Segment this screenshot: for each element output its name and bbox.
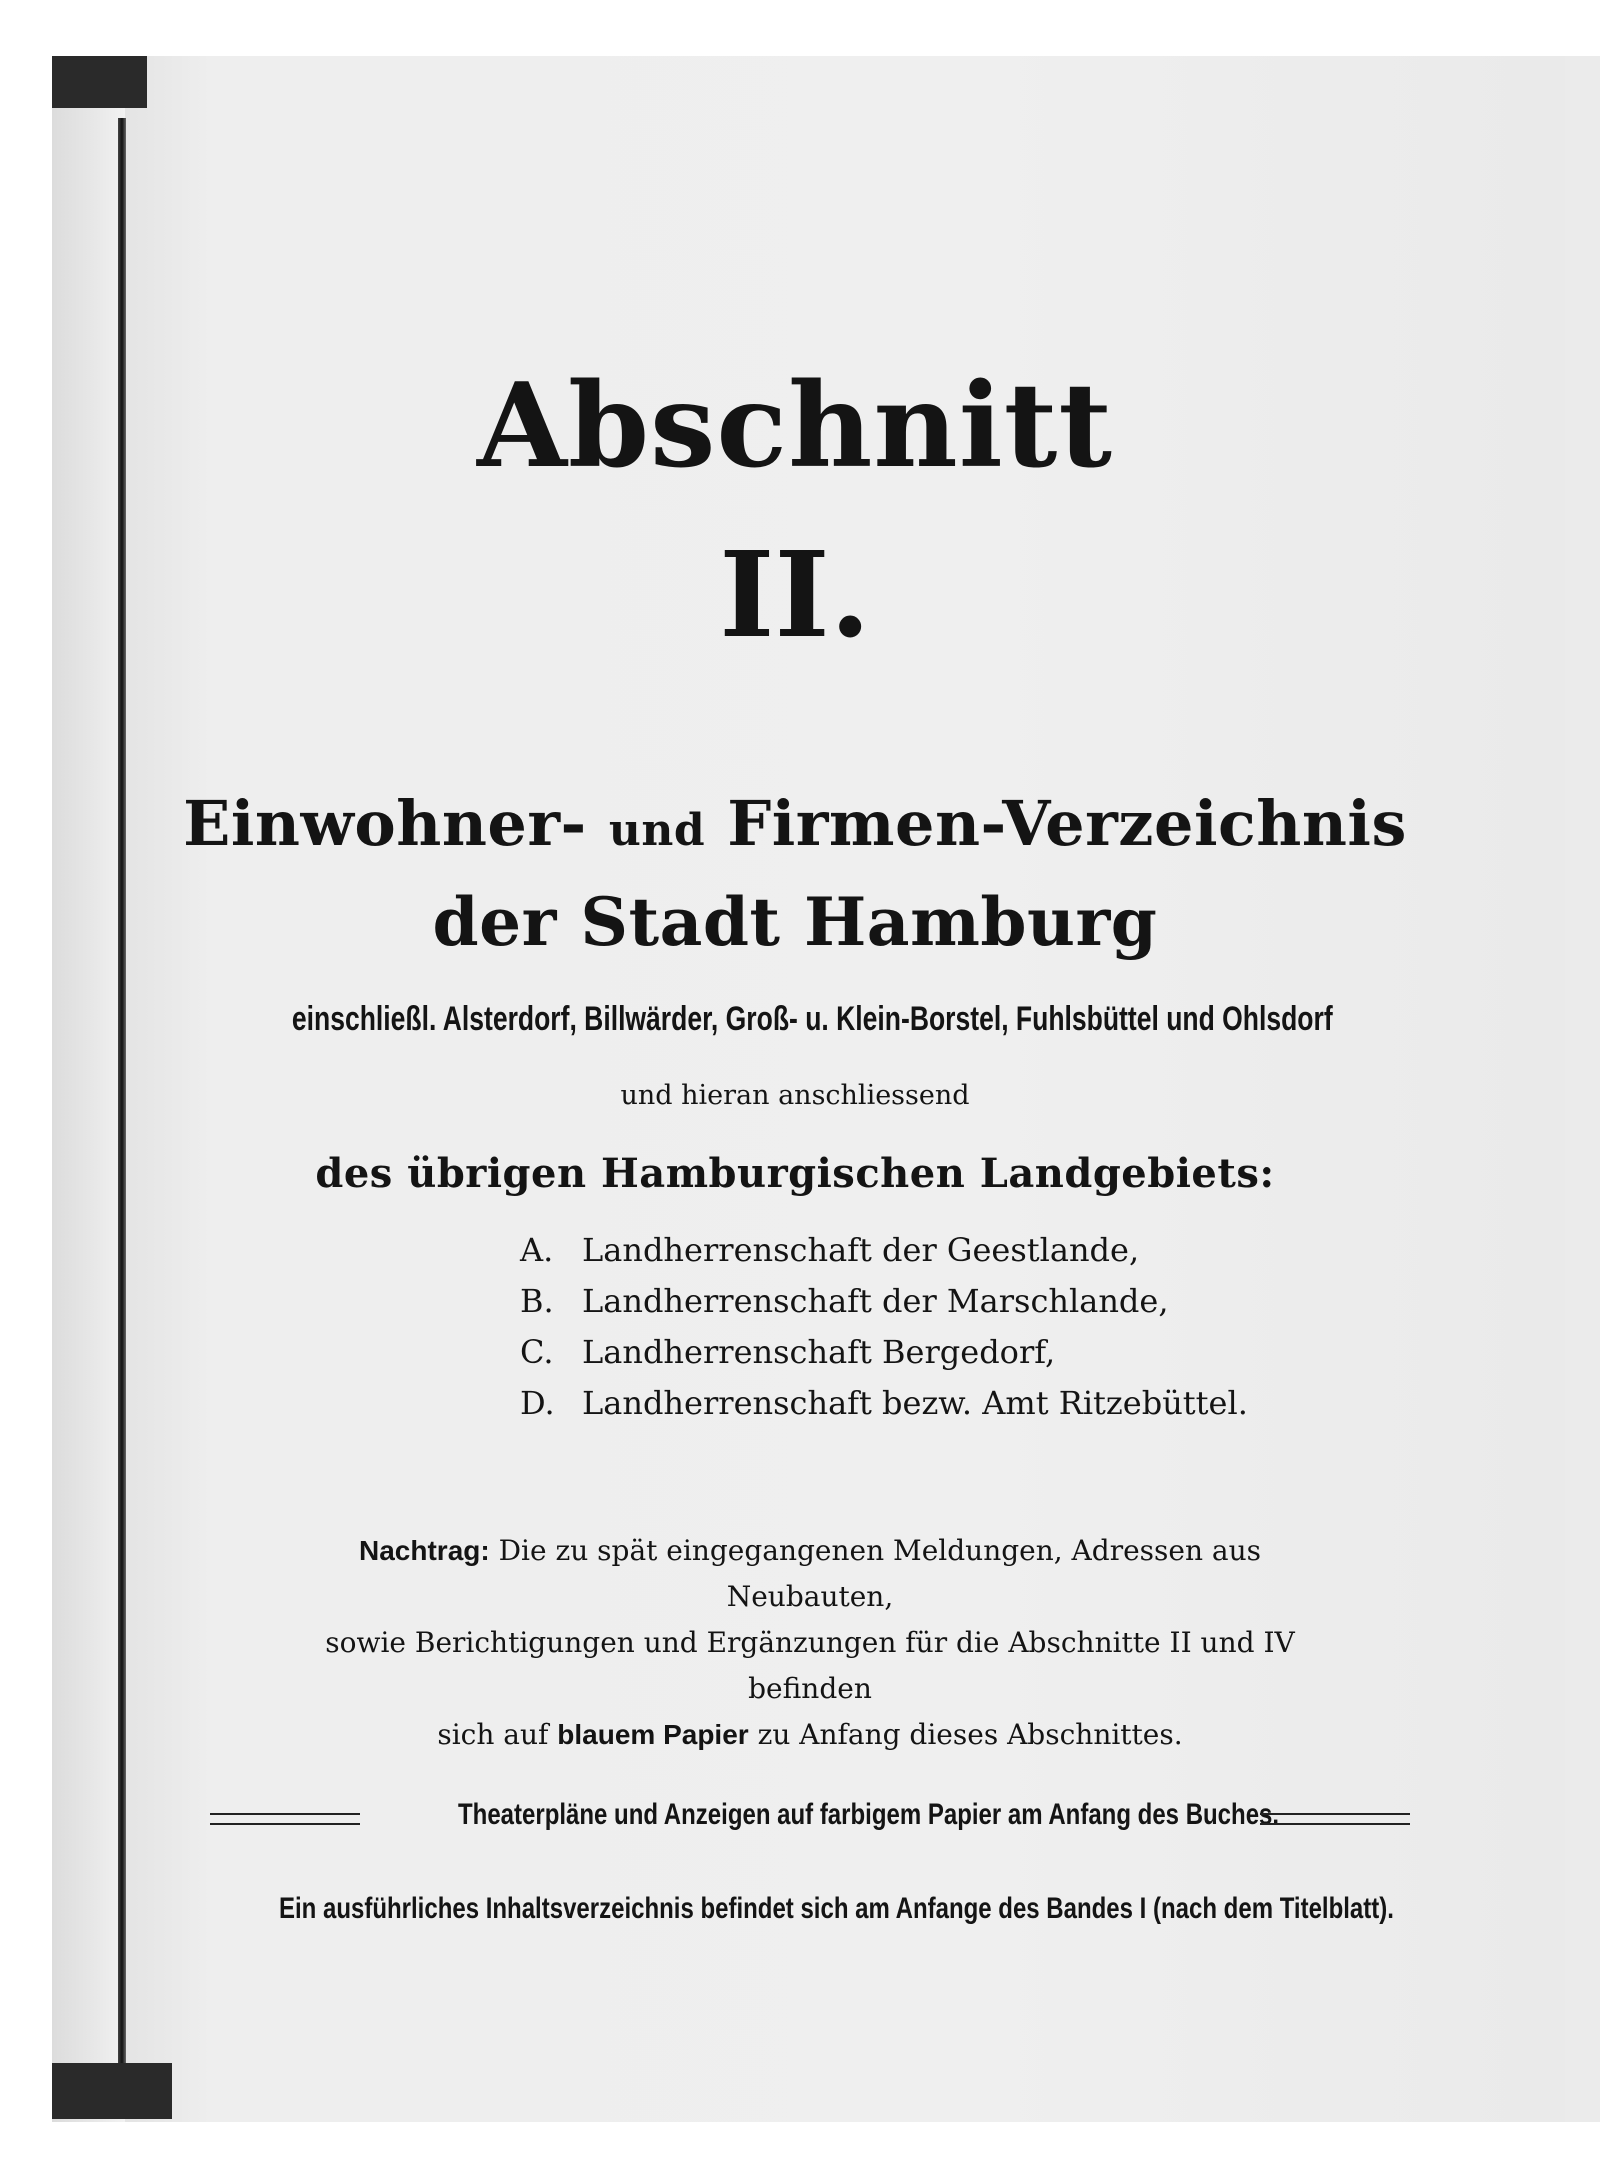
list-item (520, 1327, 1248, 1378)
note-label: Nachtrag: (359, 1535, 490, 1566)
binding-edge (118, 118, 126, 2073)
list-item-text: Landherrenschaft der Marschlande, (582, 1282, 1169, 1320)
list-item-letter: C. (520, 1333, 554, 1371)
index-notice: Ein ausführliches Inhaltsverzeichnis befindet sich am Anfange des Bandes I (nach dem Titelblatt). (279, 1892, 1394, 1925)
title-part-2: Firmen-Verzeichnis (727, 787, 1407, 860)
double-rule-left (210, 1813, 360, 1825)
title-line-1 (150, 787, 1440, 860)
note-line-2: sowie Berichtigungen und Ergänzungen für die Abschnitte II und IV befinden (325, 1626, 1295, 1705)
list-item (520, 1378, 1248, 1429)
list-item-text: Landherrenschaft bezw. Amt Ritzebüttel. (582, 1384, 1248, 1422)
district-list (520, 1225, 1248, 1429)
list-item (520, 1276, 1248, 1327)
scan-corner-bottom (52, 2063, 172, 2119)
book-spine-area (52, 56, 125, 2122)
addendum-note (320, 1528, 1300, 1758)
connector-line: und hieran anschliessend (620, 1080, 970, 1111)
note-line-1-text: Die zu spät eingegangenen Meldungen, Adressen aus Neubauten, (498, 1534, 1261, 1613)
title-connector: und (608, 805, 706, 856)
scan-corner-top (52, 56, 147, 108)
title-line-2: der Stadt Hamburg (432, 883, 1158, 961)
theater-notice-text: Theaterpläne und Anzeigen auf farbigem Papier am Anfang des Buches. (458, 1798, 1280, 1831)
note-line-3 (320, 1712, 1300, 1758)
note-blue-paper: blauem Papier (557, 1719, 749, 1750)
section-number: II. (719, 525, 871, 664)
list-item-text: Landherrenschaft der Geestlande, (582, 1231, 1140, 1269)
list-item-letter: A. (520, 1231, 554, 1269)
list-item (520, 1225, 1248, 1276)
note-line-1 (320, 1528, 1300, 1620)
landgebiet-heading: des übrigen Hamburgischen Landgebiets: (315, 1150, 1275, 1197)
note-line-3-pre: sich auf (437, 1718, 549, 1751)
theater-notice (210, 1798, 1410, 1838)
note-line-3-post: zu Anfang dieses Abschnittes. (757, 1718, 1183, 1751)
list-item-letter: D. (520, 1384, 555, 1422)
list-item-text: Landherrenschaft Bergedorf, (582, 1333, 1056, 1371)
title-part-1: Einwohner- (183, 787, 587, 860)
list-item-letter: B. (520, 1282, 554, 1320)
section-label: Abschnitt (477, 358, 1113, 494)
includes-line: einschließl. Alsterdorf, Billwärder, Groß- u. Klein-Borstel, Fuhlsbüttel und Ohlsdorf (291, 1000, 1333, 1038)
double-rule-right (1260, 1813, 1410, 1825)
